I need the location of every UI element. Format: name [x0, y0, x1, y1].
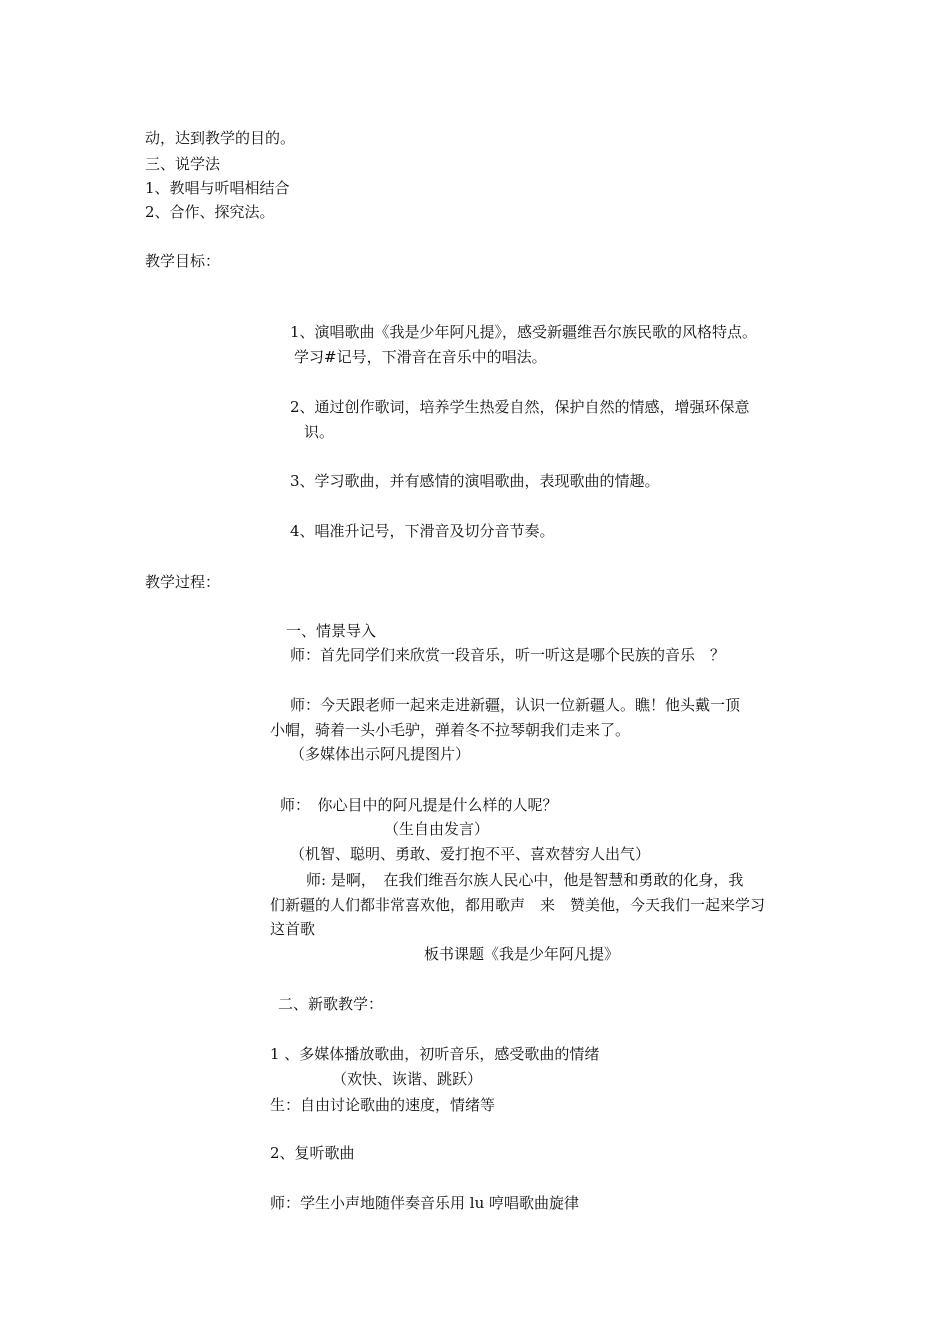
paragraph-line: 动，达到教学的目的。: [145, 129, 296, 147]
paragraph-line: 学习#记号，下滑音在音乐中的唱法。: [294, 348, 547, 366]
paragraph-line: 这首歌: [270, 920, 316, 938]
subsection-heading: 一、情景导入: [286, 622, 377, 640]
section-heading: 教学过程：: [145, 573, 221, 591]
list-item: 2、合作、探究法。: [145, 203, 275, 221]
list-item: 2、通过创作歌词，培养学生热爱自然，保护自然的情感，增强环保意: [290, 398, 750, 416]
paragraph-line: 识。: [304, 423, 335, 441]
paragraph-line: 板书课题《我是少年阿凡提》: [424, 945, 620, 963]
list-item: 1、演唱歌曲《我是少年阿凡提》，感受新疆维吾尔族民歌的风格特点。: [290, 323, 758, 341]
paragraph-line: （机智、聪明、勇敢、爱打抱不平、喜欢替穷人出气）: [290, 845, 651, 863]
list-item: 1、教唱与听唱相结合: [145, 179, 290, 197]
list-item: 4、唱准升记号，下滑音及切分音节奏。: [290, 522, 555, 540]
paragraph-line: 师：首先同学们来欣赏一段音乐，听一听这是哪个民族的音乐 ？: [290, 646, 726, 664]
paragraph-line: 师： 你心目中的阿凡提是什么样的人呢？: [280, 796, 558, 814]
paragraph-line: （欢快、诙谐、跳跃）: [332, 1070, 483, 1088]
paragraph-line: 师：学生小声地随伴奏音乐用 lu 哼唱歌曲旋律: [270, 1194, 579, 1212]
paragraph-line: 们新疆的人们都非常喜欢他，都用歌声 来 赞美他，今天我们一起来学习: [270, 896, 766, 914]
paragraph-line: 生：自由讨论歌曲的速度，情绪等: [270, 1096, 496, 1114]
paragraph-line: 师：今天跟老师一起来走进新疆，认识一位新疆人。瞧！他头戴一顶: [290, 696, 741, 714]
section-heading: 三、说学法: [145, 155, 221, 173]
list-item: 1 、多媒体播放歌曲，初听音乐，感受歌曲的情绪: [270, 1045, 600, 1063]
paragraph-line: 小帽，骑着一头小毛驴，弹着冬不拉琴朝我们走来了。: [270, 721, 631, 739]
list-item: 2、复听歌曲: [270, 1144, 355, 1162]
paragraph-line: 师: 是啊， 在我们维吾尔族人民心中，他是智慧和勇敢的化身，我: [306, 871, 744, 889]
paragraph-line: （多媒体出示阿凡提图片）: [290, 745, 471, 763]
paragraph-line: （生自由发言）: [384, 820, 490, 838]
section-heading: 教学目标：: [145, 252, 221, 270]
subsection-heading: 二、新歌教学：: [278, 995, 384, 1013]
list-item: 3、学习歌曲，并有感情的演唱歌曲，表现歌曲的情趣。: [290, 472, 660, 490]
